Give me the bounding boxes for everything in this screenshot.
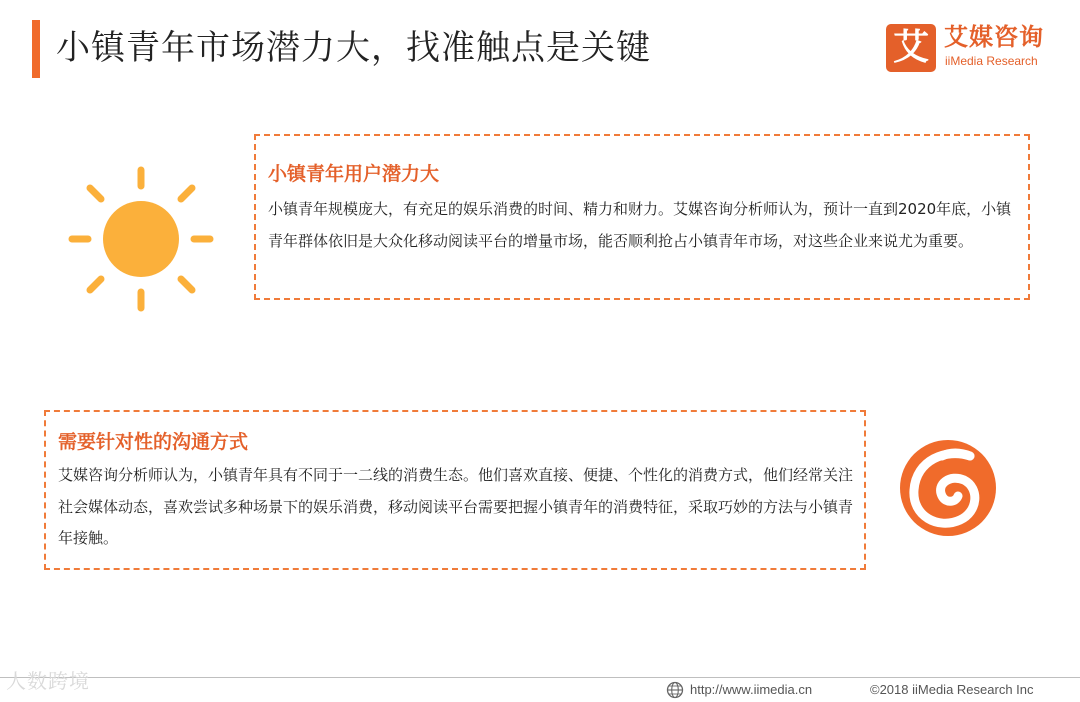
sun-icon [66,164,216,314]
section-heading: 需要针对性的沟通方式 [58,431,249,453]
section-card-potential [254,134,1030,300]
title-accent-bar [32,20,40,78]
globe-icon [666,681,684,699]
logo-chinese-name: 艾媒咨询 [944,23,1044,51]
section-heading: 小镇青年用户潜力大 [268,163,440,185]
logo-english-name: iiMedia Research [945,54,1038,68]
footer-copyright: ©2018 iiMedia Research Inc [870,682,1034,697]
section-body: 艾媒咨询分析师认为，小镇青年具有不同于一二线的消费生态。他们喜欢直接、便捷、个性化的消费方式，他们经常关注社会媒体动态，喜欢尝试多种场景下的娱乐消费，移动阅读平台需要把握小镇青年的消费特征，采取巧妙的方法与小镇青年接触。 [58,466,854,547]
footer-url-link[interactable]: http://www.iimedia.cn [690,682,813,697]
logo-mark: 艾 [886,24,936,72]
section-card-communication [44,410,866,570]
iimedia-logo [886,22,1066,76]
footer-divider [0,677,1080,678]
swirl-icon [898,438,998,538]
page-title: 小镇青年市场潜力大，找准触点是关键 [56,28,651,68]
watermark: 人数跨境 [6,669,90,693]
section-body: 小镇青年规模庞大，有充足的娱乐消费的时间、精力和财力。艾媒咨询分析师认为，预计一直到2020年底，小镇青年群体依旧是大众化移动阅读平台的增量市场，能否顺利抢占小镇青年市场，对这些企业来说尤为重要。 [268,200,1012,250]
